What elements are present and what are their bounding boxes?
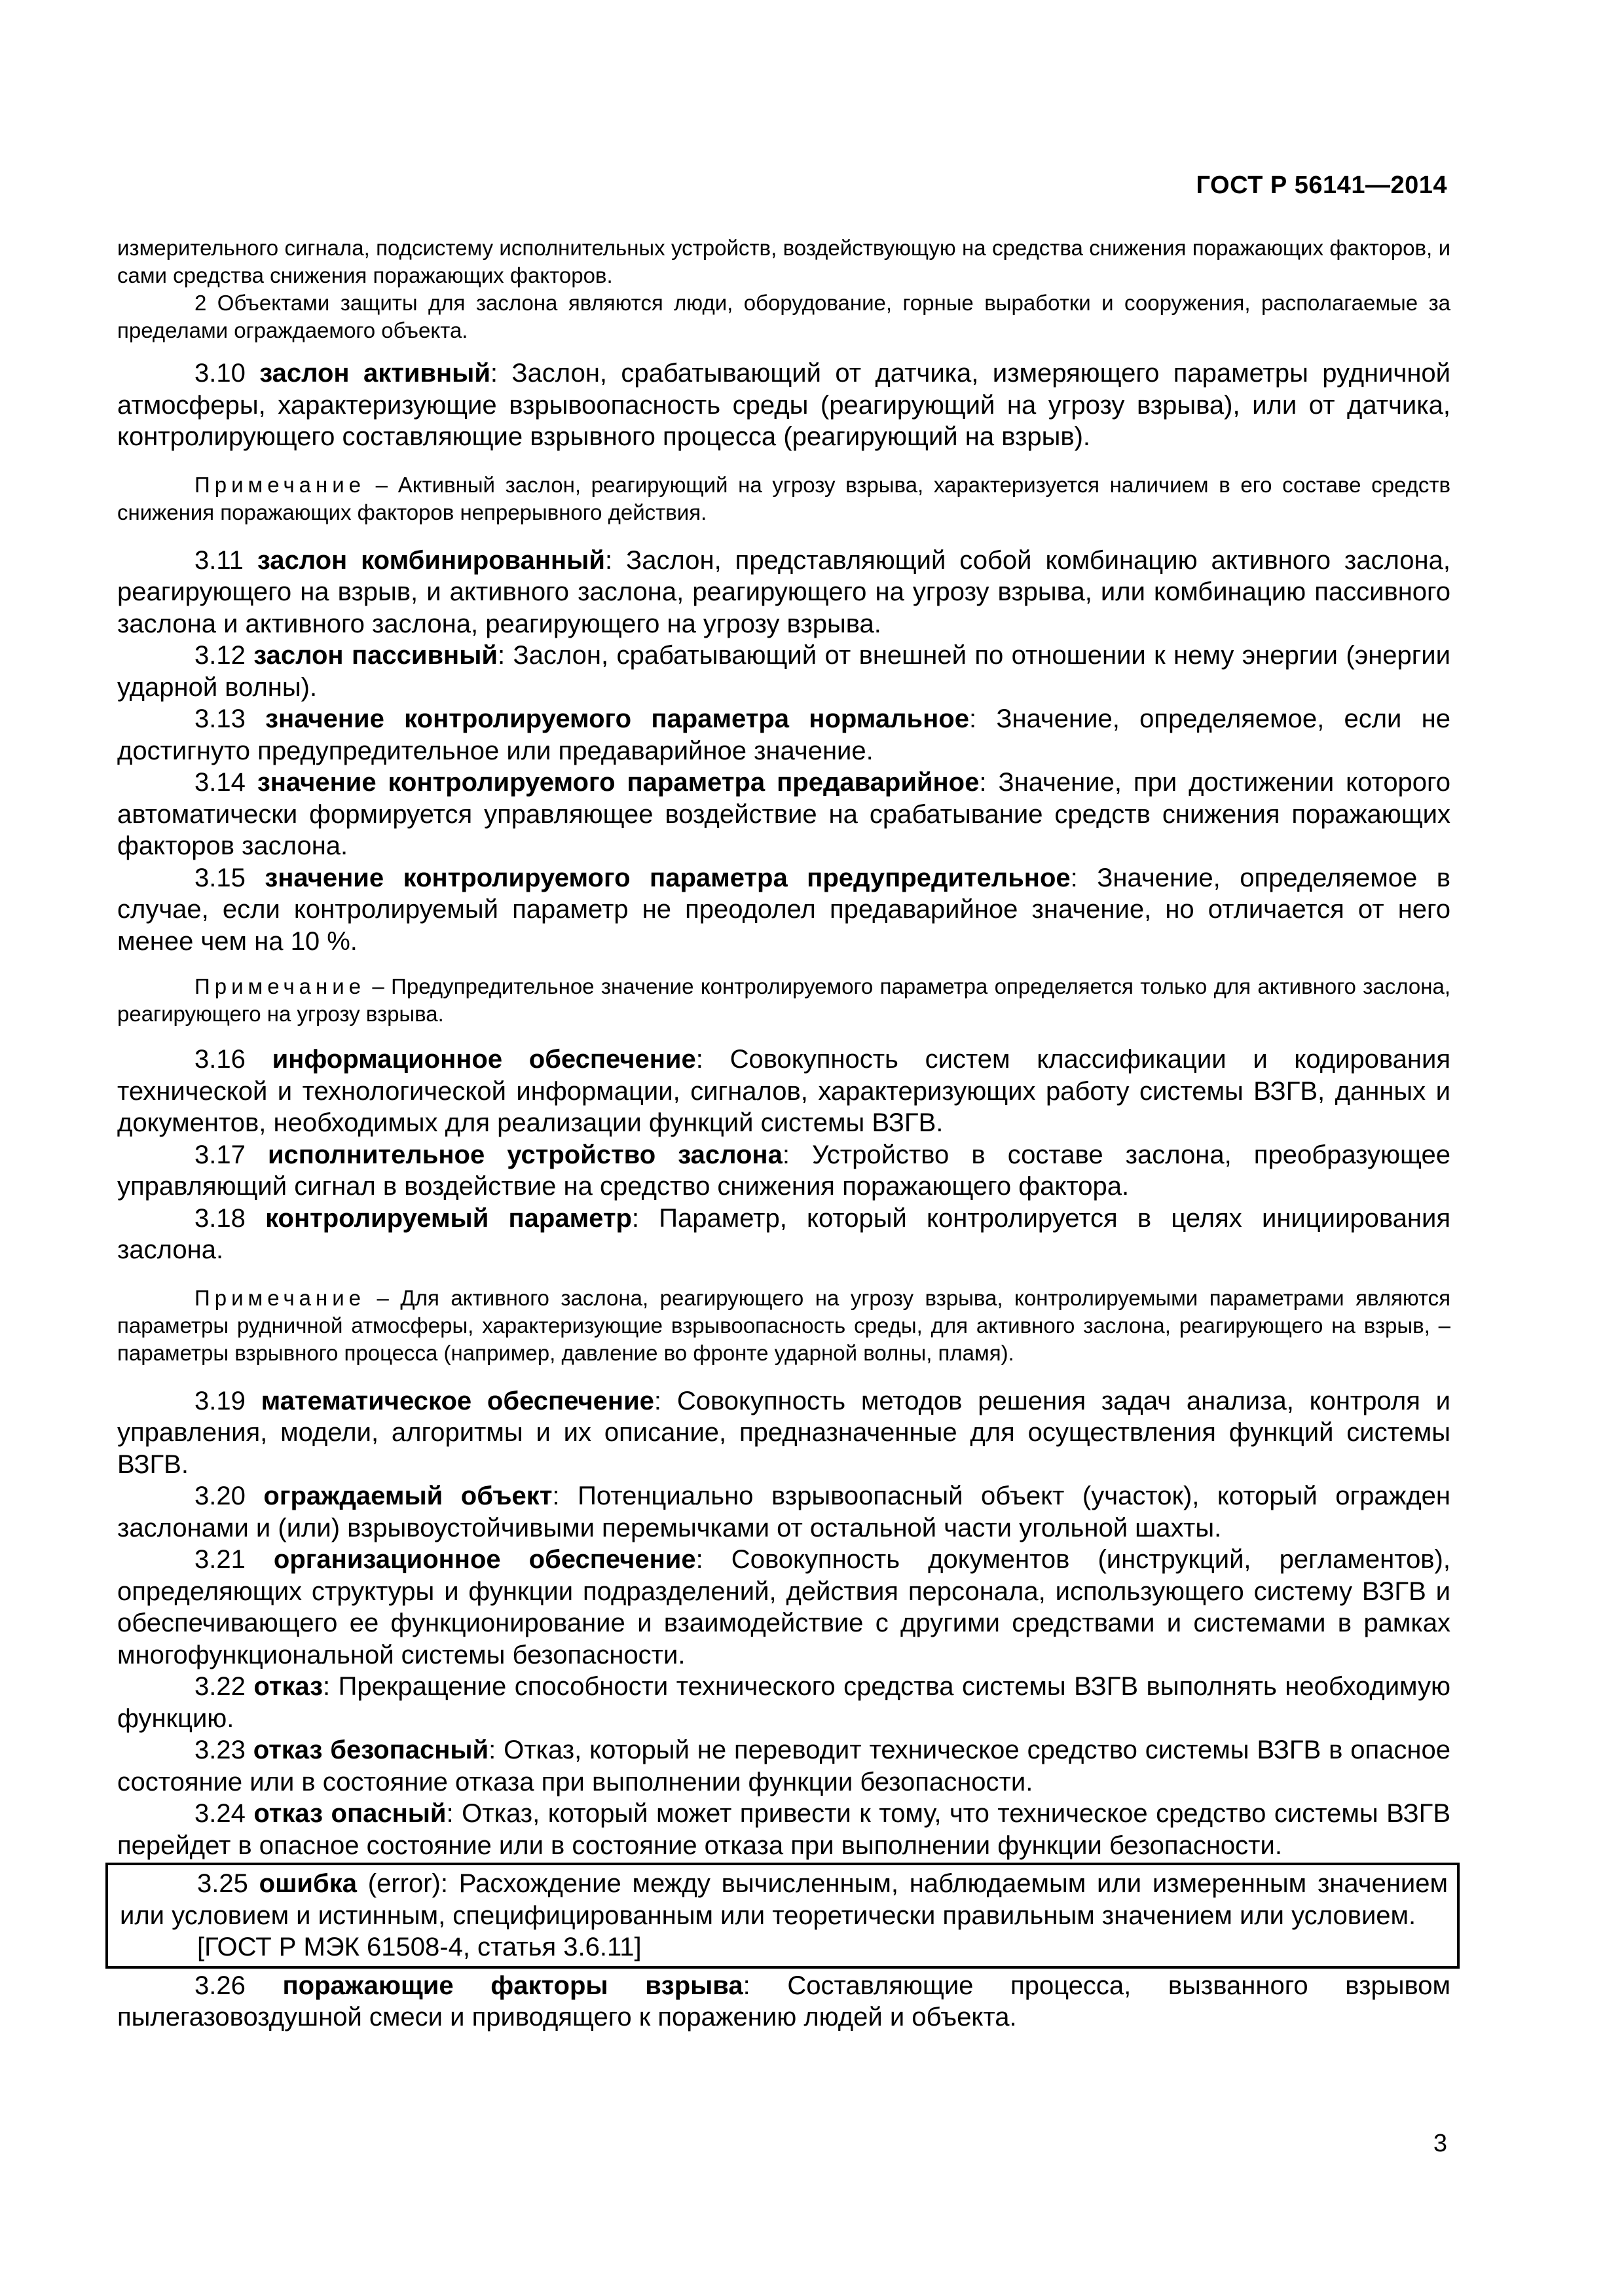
term-name: заслон комбинированный [257, 545, 605, 575]
term-3-14 [117, 767, 1450, 862]
term-number: 3.12 [194, 641, 254, 670]
term-definition: : Прекращение способности технического средства системы ВЗГВ выполнять необходимую функцию. [117, 1672, 1451, 1733]
term-name: организационное обеспечение [273, 1545, 696, 1574]
term-number: 3.19 [194, 1386, 261, 1415]
term-definition: : Совокупность систем классификации и кодирования технической и технологической информации, сигналов, характеризующих работу системы ВЗГВ, данных и документов, необходимых для реализации функций системы ВЗГВ. [117, 1045, 1451, 1137]
term-number: 3.25 [197, 1869, 259, 1898]
term-name: отказ безопасный [253, 1736, 489, 1764]
term-3-25 [120, 1868, 1448, 1931]
term-3-24 [117, 1798, 1450, 1861]
standard-designation: ГОСТ Р 56141—2014 [1196, 172, 1447, 199]
term-definition: : Совокупность документов (инструкций, регламентов), определяющих структуры и функции подразделений, действия персонала, использующего систему ВЗГВ и обеспечивающего ее функционирование и взаимодействие с другими средствами и системами в рамках многофункциональной системы безопасности. [117, 1545, 1450, 1669]
note-label: Примечание [194, 472, 366, 497]
term-3-25-box [105, 1863, 1460, 1969]
term-number: 3.21 [194, 1545, 274, 1574]
term-name: заслон пассивный [253, 641, 498, 670]
note-3-15 [117, 973, 1450, 1028]
intro-continuation: измерительного сигнала, подсистему исполнительных устройств, воздействующую на средства снижения поражающих факторов, и сами средства снижения поражающих факторов. [117, 236, 1450, 287]
term-name: значение контролируемого параметра предаварийное [257, 768, 980, 797]
term-number: 3.16 [194, 1045, 272, 1074]
term-number: 3.22 [194, 1672, 254, 1701]
term-3-12 [117, 640, 1450, 703]
term-3-19 [117, 1385, 1450, 1481]
term-name: исполнительное устройство заслона [267, 1140, 783, 1169]
term-definition: : Значение, определяемое, если не достигнуто предупредительное или предаварийное значение. [117, 704, 1450, 765]
note-label: Примечание [194, 974, 366, 998]
term-definition: : Совокупность методов решения задач анализа, контроля и управления, модели, алгоритмы и их описание, предназначенные для осуществления функций системы ВЗГВ. [117, 1386, 1450, 1479]
term-number: 3.13 [194, 704, 266, 733]
term-3-26 [117, 1970, 1450, 2033]
note-3-10 [117, 471, 1450, 526]
term-3-15 [117, 862, 1450, 958]
term-number: 3.23 [194, 1736, 253, 1764]
term-name: поражающие факторы взрыва [282, 1971, 743, 2000]
term-definition: : Расхождение между вычисленным, наблюдаемым или измеренным значением или условием и истинным, специфицированным или теоретически правильным значением или условием. [120, 1869, 1449, 1930]
note-text: Предупредительное значение контролируемого параметра определяется только для активного заслона, реагирующего на угрозу взрыва. [117, 974, 1450, 1026]
term-definition: : Параметр, который контролируется в целях инициирования заслона. [117, 1203, 1450, 1264]
term-name: информационное обеспечение [272, 1045, 696, 1074]
term-number: 3.20 [194, 1482, 264, 1510]
note-3-18 [117, 1285, 1450, 1367]
term-number: 3.10 [194, 359, 260, 388]
term-definition: : Значение, при достижении которого автоматически формируется управляющее воздействие на срабатывание средств снижения поражающих факторов заслона. [117, 768, 1451, 860]
term-name: ограждаемый объект [263, 1482, 553, 1510]
term-3-21 [117, 1544, 1450, 1671]
term-number: 3.14 [194, 768, 257, 797]
term-definition: : Составляющие процесса, вызванного взрывом пылегазовоздушной смеси и приводящего к поражению людей и объекта. [117, 1971, 1450, 2032]
term-3-25-reference: [ГОСТ Р МЭК 61508-4, статья 3.6.11] [197, 1933, 642, 1961]
term-number: 3.18 [194, 1203, 266, 1233]
term-name: значение контролируемого параметра нормальное [265, 704, 969, 733]
term-number: 3.15 [194, 863, 265, 892]
term-3-20 [117, 1480, 1450, 1544]
term-definition: : Отказ, который не переводит техническое средство системы ВЗГВ в опасное состояние или в состояние отказа при выполнении функции безопасности. [117, 1736, 1450, 1796]
term-3-22 [117, 1671, 1450, 1734]
note-dash: – [365, 1285, 401, 1310]
term-number: 3.24 [194, 1799, 254, 1828]
term-name: заслон активный [259, 359, 490, 388]
term-name: ошибка [259, 1869, 357, 1898]
term-3-17 [117, 1139, 1450, 1203]
term-english: (error) [356, 1869, 441, 1898]
term-name: отказ опасный [253, 1799, 447, 1828]
term-definition: : Заслон, представляющий собой комбинацию активного заслона, реагирующего на взрыв, и активного заслона, реагирующего на угрозу взрыва, или комбинацию пассивного заслона и активного заслона, реагирующего на угрозу взрыва. [117, 545, 1450, 638]
term-definition: : Заслон, срабатывающий от внешней по отношении к нему энергии (энергии ударной волны). [117, 641, 1450, 702]
term-number: 3.26 [194, 1971, 283, 2000]
page-number: 3 [1433, 2130, 1447, 2157]
term-3-11 [117, 545, 1450, 640]
term-definition: : Устройство в составе заслона, преобразующее управляющий сигнал в воздействие на средство снижения поражающего фактора. [117, 1140, 1450, 1201]
term-3-18 [117, 1203, 1450, 1266]
term-definition: : Отказ, который может привести к тому, что техническое средство системы ВЗГВ перейдет в опасное состояние или в состояние отказа при выполнении функции безопасности. [117, 1799, 1450, 1860]
term-name: математическое обеспечение [261, 1386, 654, 1415]
note-text: Для активного заслона, реагирующего на угрозу взрыва, контролируемыми параметрами являются параметры рудничной атмосферы, характеризующие взрывоопасность среды, для активного заслона, реагирующего на взрыв, – параметры взрывного процесса (например, давление во фронте ударной волны, пламя). [117, 1285, 1450, 1365]
term-name: отказ [253, 1672, 323, 1701]
term-3-16 [117, 1044, 1450, 1139]
note-text: Активный заслон, реагирующий на угрозу взрыва, характеризуется наличием в его составе средств снижения поражающих факторов непрерывного действия. [117, 472, 1450, 524]
term-number: 3.11 [194, 545, 257, 575]
term-definition: : Потенциально взрывоопасный объект (участок), который огражден заслонами и (или) взрывоустойчивыми перемычками от остальной части угольной шахты. [117, 1482, 1450, 1542]
term-definition: : Значение, определяемое в случае, если контролируемый параметр не преодолел предаварийное значение, но отличается от него менее чем на 10 %. [117, 863, 1450, 956]
term-3-13 [117, 703, 1450, 767]
term-definition: : Заслон, срабатывающий от датчика, измеряющего параметры рудничной атмосферы, характеризующие взрывоопасность среды (реагирующий на угрозу взрыва), или от датчика, контролирующего составляющие взрывного процесса (реагирующий на взрыв). [117, 359, 1451, 451]
document-body [117, 234, 1450, 2033]
note-dash: – [365, 472, 398, 497]
term-name: значение контролируемого параметра предупредительное [265, 863, 1071, 892]
term-number: 3.17 [194, 1140, 268, 1169]
term-3-10 [117, 357, 1450, 453]
term-3-23 [117, 1734, 1450, 1798]
term-name: контролируемый параметр [265, 1203, 632, 1233]
intro-note-2: 2 Объектами защиты для заслона являются люди, оборудование, горные выработки и сооружения, располагаемые за пределами ограждаемого объекта. [117, 291, 1450, 342]
note-dash: – [365, 974, 392, 998]
note-label: Примечание [194, 1285, 366, 1310]
